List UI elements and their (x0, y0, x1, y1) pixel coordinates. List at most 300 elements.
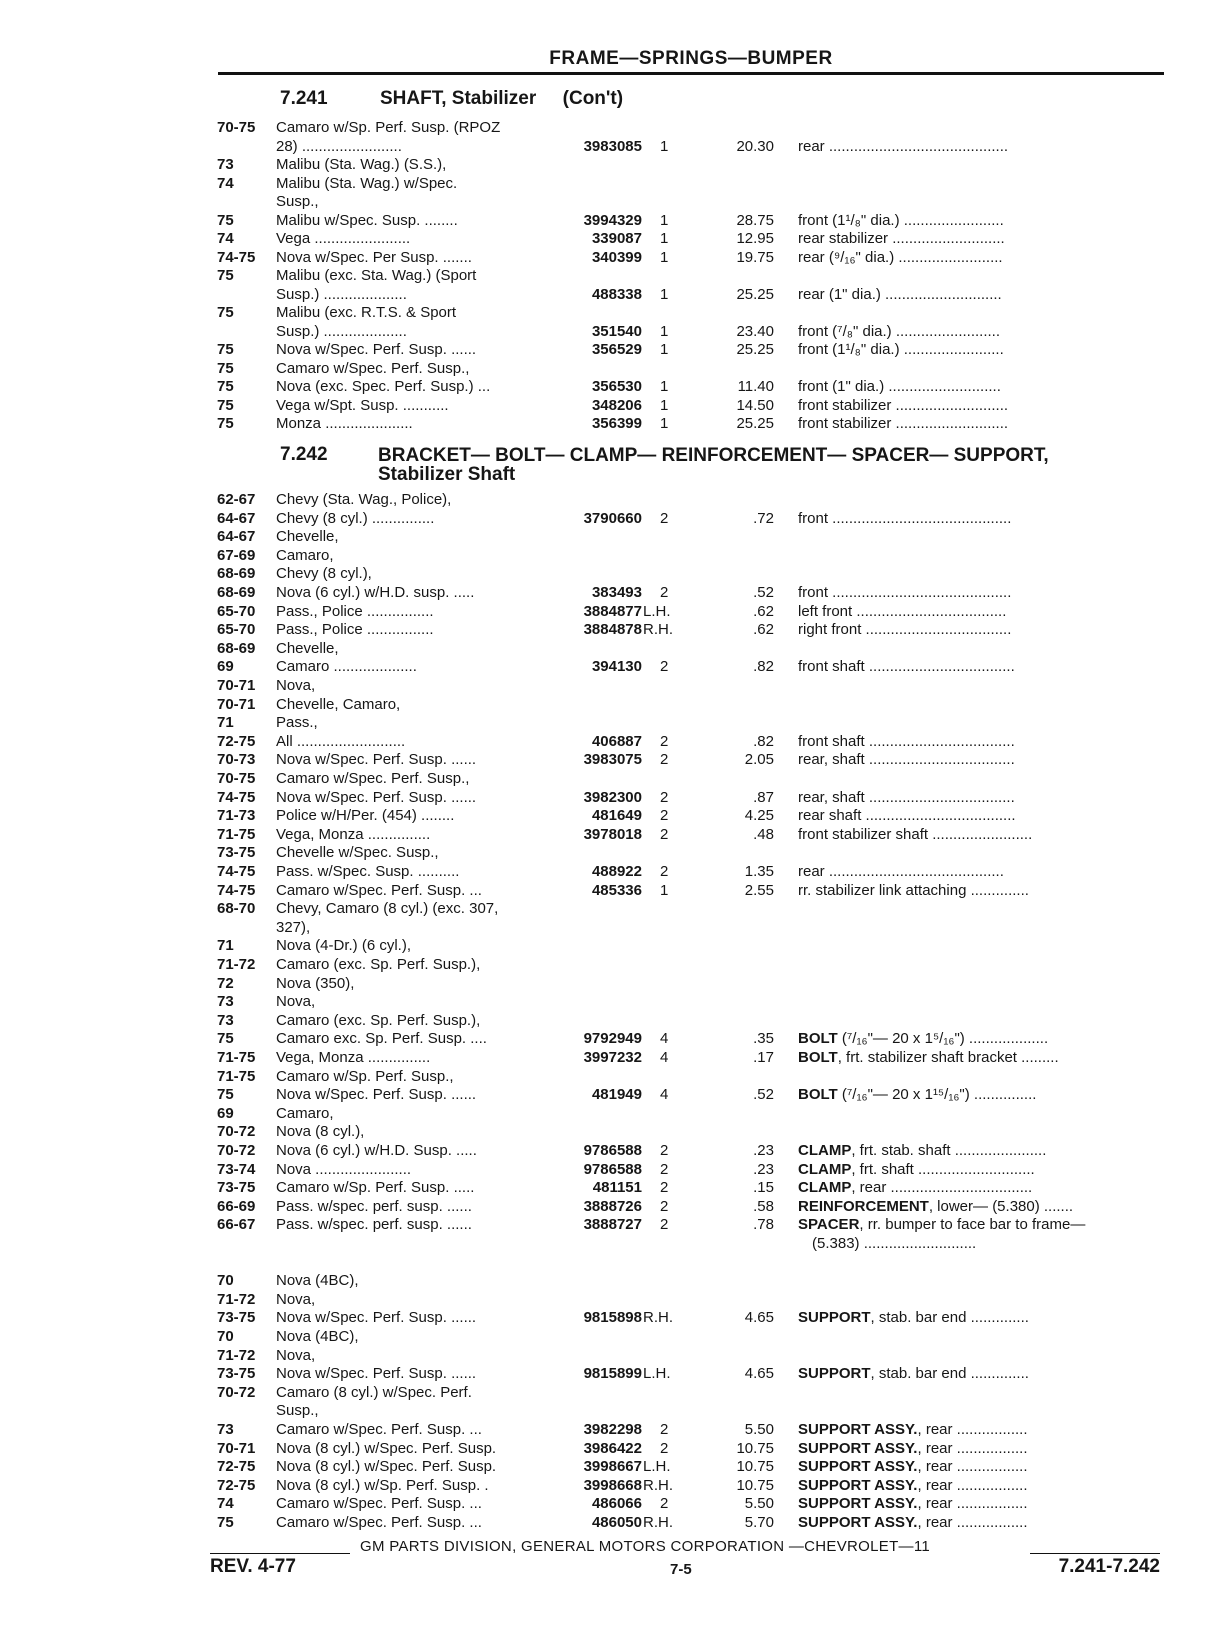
price: .35 (753, 1030, 774, 1048)
part-type-label: CLAMP (798, 1179, 852, 1197)
table-row (0, 1048, 1232, 1067)
model-years: 75 (217, 378, 234, 395)
application: Nova w/Spec. Perf. Susp. ...... (276, 1309, 477, 1327)
price: .48 (753, 825, 774, 843)
section-heading-7241 (280, 88, 623, 110)
table-row (0, 843, 1232, 862)
remarks (798, 1420, 1160, 1439)
application: Susp.) .................... (276, 322, 407, 340)
page-header (218, 48, 1164, 75)
table-row (0, 303, 1232, 322)
price: 10.75 (736, 1476, 774, 1494)
section-number: 7.241 (280, 88, 328, 109)
table-row (0, 1215, 1232, 1234)
quantity: 2 (660, 584, 669, 601)
price: .17 (753, 1049, 774, 1066)
price: 23.40 (736, 322, 774, 340)
table-row (0, 713, 1232, 732)
quantity: 1 (660, 211, 669, 229)
remarks (798, 583, 1160, 602)
remark-text: , frt. stab. shaft ...................... (851, 1142, 1047, 1159)
part-number: 340399 (591, 248, 642, 266)
quantity: 2 (660, 1160, 669, 1178)
table-row (0, 974, 1232, 993)
application: Camaro w/Spec. Perf. Susp. ... (276, 1421, 482, 1438)
remark-text: , frt. shaft ............................ (851, 1160, 1035, 1178)
table-row (0, 1457, 1232, 1476)
remark-text: front (1¹/₈" dia.) ........................ (798, 211, 1004, 229)
remarks (798, 137, 1160, 156)
application: 327), (276, 918, 311, 936)
table-row (0, 1364, 1232, 1383)
section-title: BRACKET— BOLT— CLAMP— REINFORCEMENT— SPACER— SUPPORT, (378, 445, 1049, 466)
application: Chevy (8 cyl.) ............... (276, 509, 435, 527)
table-row (0, 1513, 1232, 1532)
application: Nova, (276, 1346, 316, 1364)
table-row (0, 1327, 1232, 1346)
table-row (0, 1029, 1232, 1048)
remark-text: (⁷/₁₆"— 20 x 1¹⁵/₁₆") ............... (837, 1086, 1037, 1104)
table-row (0, 620, 1232, 639)
remark-text: (5.383) ........................... (812, 1235, 977, 1252)
price: 4.25 (744, 807, 774, 825)
application: Camaro (exc. Sp. Perf. Susp.), (276, 1011, 481, 1029)
application: Camaro w/Spec. Perf. Susp., (276, 359, 470, 377)
part-number: 3997232 (583, 1049, 642, 1066)
table-row (0, 490, 1232, 509)
model-years: 70-75 (217, 770, 256, 787)
quantity: 2 (660, 1142, 669, 1159)
application: Camaro w/Sp. Perf. Susp. ..... (276, 1179, 475, 1197)
part-type-label: SUPPORT (798, 1365, 871, 1383)
remark-text: rear .......................................... (798, 863, 1004, 880)
table-row (0, 285, 1232, 304)
application: Chevy (8 cyl.), (276, 565, 372, 583)
remarks (798, 414, 1160, 433)
model-years: 74 (217, 230, 234, 247)
model-years: 70-71 (217, 1439, 256, 1457)
table-row (0, 676, 1232, 695)
part-number: 486066 (591, 1495, 642, 1513)
quantity: 2 (660, 807, 669, 825)
price: 25.25 (736, 415, 774, 432)
table-row (0, 155, 1232, 174)
remarks (798, 229, 1160, 248)
application: Nova (6 cyl.) w/H.D. Susp. ..... (276, 1142, 477, 1159)
application: Camaro (8 cyl.) w/Spec. Perf. (276, 1383, 472, 1401)
application: Chevelle, Camaro, (276, 695, 401, 713)
table-row (0, 899, 1232, 918)
part-type-label: BOLT (798, 1049, 838, 1066)
part-type-label: REINFORCEMENT (798, 1197, 929, 1215)
model-years: 72-75 (217, 1476, 256, 1494)
remarks (798, 377, 1160, 396)
application: Camaro (exc. Sp. Perf. Susp.), (276, 956, 481, 973)
application: Chevelle, (276, 639, 339, 657)
model-years: 71-72 (217, 956, 256, 973)
model-years: 72-75 (217, 732, 256, 750)
model-years: 69 (217, 1104, 234, 1122)
remarks (798, 1439, 1160, 1458)
price: .52 (753, 584, 774, 601)
remarks (798, 1308, 1160, 1327)
model-years: 73 (217, 1421, 234, 1438)
part-number: 3982298 (583, 1421, 642, 1438)
application: Camaro w/Spec. Perf. Susp. ... (276, 1514, 482, 1531)
part-type-label: BOLT (798, 1030, 838, 1048)
table-row (0, 564, 1232, 583)
remarks (798, 1494, 1160, 1513)
part-number: 486050 (591, 1514, 642, 1531)
application: Vega, Monza ............... (276, 1049, 431, 1066)
application: Nova (4BC), (276, 1272, 359, 1290)
quantity: 2 (660, 509, 669, 527)
quantity: 4 (660, 1049, 669, 1066)
application: Susp.) .................... (276, 285, 407, 303)
application: 28) ........................ (276, 137, 402, 155)
application: Pass., (276, 714, 318, 732)
remarks (798, 788, 1160, 807)
quantity: 2 (660, 1421, 669, 1438)
application: Camaro w/Spec. Perf. Susp. ... (276, 881, 482, 899)
quantity: 1 (660, 341, 669, 358)
remark-text: right front ................................... (798, 621, 1012, 639)
model-years: 68-69 (217, 584, 256, 601)
model-years: 75 (217, 396, 234, 414)
price: .82 (753, 658, 774, 676)
part-number: 394130 (591, 658, 642, 676)
price: 2.05 (744, 751, 774, 769)
part-type-label: SUPPORT ASSY. (798, 1514, 918, 1531)
part-type-label: SUPPORT ASSY. (798, 1495, 918, 1513)
application: Pass., Police ................ (276, 602, 434, 620)
price: 4.65 (744, 1309, 774, 1327)
remarks (798, 1160, 1160, 1179)
model-years: 73 (217, 993, 234, 1011)
section-heading-7242 (280, 444, 380, 466)
remarks (798, 620, 1160, 639)
application: Nova w/Spec. Perf. Susp. ...... (276, 788, 477, 806)
price: .62 (753, 602, 774, 620)
section-subtitle: Stabilizer Shaft (378, 464, 516, 485)
table-row (0, 602, 1232, 621)
table-row (0, 1346, 1232, 1365)
part-number: 356529 (591, 341, 642, 358)
model-years: 64-67 (217, 509, 256, 527)
remarks (798, 1457, 1160, 1476)
quantity: L.H. (643, 1365, 671, 1383)
remarks (798, 1197, 1160, 1216)
quantity: 2 (660, 825, 669, 843)
remark-text: front shaft ................................... (798, 658, 1015, 676)
table-row (0, 918, 1232, 937)
remark-text: , rear ................. (917, 1421, 1028, 1438)
quantity: 2 (660, 751, 669, 769)
part-number: 356530 (591, 378, 642, 395)
model-years: 68-69 (217, 639, 256, 657)
price: 19.75 (736, 248, 774, 266)
model-years: 74-75 (217, 881, 256, 899)
part-number: 3884878 (583, 621, 642, 639)
model-years: 70-72 (217, 1123, 256, 1141)
remarks (798, 806, 1160, 825)
price: .82 (753, 732, 774, 750)
part-number: 3884877 (583, 602, 642, 620)
table-row (0, 936, 1232, 955)
remarks (798, 862, 1160, 881)
application: Camaro .................... (276, 658, 417, 676)
part-number: 348206 (591, 396, 642, 414)
price: .52 (753, 1086, 774, 1104)
remarks (798, 825, 1160, 844)
model-years: 67-69 (217, 546, 256, 564)
model-years: 66-69 (217, 1197, 256, 1215)
quantity: R.H. (643, 1476, 673, 1494)
quantity: L.H. (643, 1458, 671, 1476)
model-years: 75 (217, 341, 234, 358)
table-row (0, 546, 1232, 565)
application: Chevelle w/Spec. Susp., (276, 844, 439, 862)
price: 5.50 (744, 1495, 774, 1513)
application: Susp., (276, 193, 319, 210)
price: 28.75 (736, 211, 774, 229)
application: Nova (8 cyl.), (276, 1123, 365, 1141)
table-row (0, 211, 1232, 230)
price: 5.50 (744, 1421, 774, 1438)
section-continued: (Con't) (562, 88, 624, 109)
application: Nova w/Spec. Perf. Susp. ...... (276, 1086, 477, 1104)
remark-text: rear ........................................... (798, 137, 1009, 155)
model-years: 68-69 (217, 565, 256, 583)
remark-text: front stabilizer ........................... (798, 415, 1009, 432)
part-number: 383493 (591, 584, 642, 601)
part-type-label: SPACER (798, 1216, 860, 1234)
table-row (0, 1160, 1232, 1179)
part-type-label: BOLT (798, 1086, 838, 1104)
application: Malibu (Sta. Wag.) w/Spec. (276, 174, 458, 192)
model-years: 65-70 (217, 621, 256, 639)
application: Nova w/Spec. Perf. Susp. ...... (276, 341, 477, 358)
application: Nova, (276, 993, 316, 1011)
table-row (0, 992, 1232, 1011)
table-row (0, 1104, 1232, 1123)
table-row (0, 769, 1232, 788)
model-years: 73-74 (217, 1160, 256, 1178)
quantity: 4 (660, 1086, 669, 1104)
application: Nova w/Spec. Per Susp. ....... (276, 248, 472, 266)
model-years: 74-75 (217, 863, 256, 880)
part-number: 3888726 (583, 1197, 642, 1215)
part-number: 406887 (591, 732, 642, 750)
price: 10.75 (736, 1439, 774, 1457)
table-row (0, 1085, 1232, 1104)
table-row (0, 137, 1232, 156)
table-row (0, 1420, 1232, 1439)
quantity: 4 (660, 1030, 669, 1048)
remarks (798, 509, 1160, 528)
footer-rule (210, 1553, 350, 1554)
model-years: 70-71 (217, 695, 256, 713)
table-row (0, 248, 1232, 267)
model-years: 71-72 (217, 1290, 256, 1308)
remark-text: , rr. bumper to face bar to frame— (859, 1216, 1086, 1234)
table-row (0, 174, 1232, 193)
table-row (0, 414, 1232, 433)
model-years: 62-67 (217, 491, 256, 508)
application: Malibu (exc. Sta. Wag.) (Sport (276, 267, 477, 284)
model-years: 75 (217, 1086, 234, 1104)
remarks (798, 1234, 1174, 1253)
model-years: 71-72 (217, 1346, 256, 1364)
part-type-label: SUPPORT ASSY. (798, 1458, 918, 1476)
model-years: 75 (217, 267, 234, 284)
quantity: 1 (660, 378, 669, 395)
model-years: 73-75 (217, 1309, 256, 1327)
part-type-label: SUPPORT (798, 1309, 871, 1327)
table-row (0, 1122, 1232, 1141)
model-years: 73-75 (217, 1365, 256, 1383)
table-row (0, 266, 1232, 285)
application: All .......................... (276, 732, 406, 750)
application: Camaro w/Spec. Perf. Susp., (276, 770, 470, 787)
remark-text: , rear .................................. (851, 1179, 1033, 1197)
price: .72 (753, 509, 774, 527)
quantity: 1 (660, 285, 669, 303)
table-row (0, 340, 1232, 359)
table-row (0, 1141, 1232, 1160)
quantity: 2 (660, 1439, 669, 1457)
table-row (0, 377, 1232, 396)
table-row (0, 118, 1232, 137)
remark-text: , lower— (5.380) ....... (928, 1197, 1074, 1215)
part-number: 488338 (591, 285, 642, 303)
price: .58 (753, 1197, 774, 1215)
remark-text: , stab. bar end .............. (870, 1309, 1029, 1327)
page-title: FRAME—SPRINGS—BUMPER (549, 48, 833, 69)
table-row (0, 806, 1232, 825)
part-type-label: CLAMP (798, 1160, 852, 1178)
part-number: 3998668 (583, 1476, 642, 1494)
application: Nova (exc. Spec. Perf. Susp.) ... (276, 378, 491, 395)
remark-text: rear (⁹/₁₆" dia.) ......................... (798, 248, 1003, 266)
application: Nova (4BC), (276, 1328, 359, 1345)
price: .23 (753, 1142, 774, 1159)
model-years: 71 (217, 714, 234, 732)
remark-text: front stabilizer shaft ........................ (798, 825, 1033, 843)
part-number: 3998667 (583, 1458, 642, 1476)
application: Nova w/Spec. Perf. Susp. ...... (276, 1365, 477, 1383)
remark-text: rear (1" dia.) ............................ (798, 285, 1002, 303)
table-row (0, 695, 1232, 714)
model-years: 70-73 (217, 751, 256, 769)
table-row (0, 1253, 1232, 1272)
footer-publisher: GM PARTS DIVISION, GENERAL MOTORS CORPORATION —CHEVROLET—11 (360, 1538, 931, 1555)
table-row (0, 825, 1232, 844)
remarks (798, 396, 1160, 415)
price: .87 (753, 788, 774, 806)
table-row (0, 583, 1232, 602)
remarks (798, 1215, 1160, 1234)
model-years: 69 (217, 658, 234, 676)
model-years: 70-71 (217, 677, 256, 694)
part-number: 488922 (591, 863, 642, 880)
model-years: 71-75 (217, 1067, 256, 1085)
part-number: 485336 (591, 881, 642, 899)
price: 5.70 (744, 1514, 774, 1531)
remarks (798, 1364, 1160, 1383)
application: Camaro, (276, 1104, 334, 1122)
price: 4.65 (744, 1365, 774, 1383)
section-title: SHAFT, Stabilizer (380, 88, 537, 109)
price: 12.95 (736, 230, 774, 247)
quantity: 2 (660, 1179, 669, 1197)
table-row (0, 1178, 1232, 1197)
application: Chevy, Camaro (8 cyl.) (exc. 307, (276, 900, 499, 918)
price: 25.25 (736, 285, 774, 303)
application: Malibu (exc. R.T.S. & Sport (276, 304, 457, 321)
remark-text: rear, shaft ................................... (798, 751, 1015, 769)
model-years: 68-70 (217, 900, 256, 918)
table-row (0, 750, 1232, 769)
part-number: 351540 (591, 322, 642, 340)
application: Pass., Police ................ (276, 621, 434, 639)
table-row (0, 955, 1232, 974)
remark-text: , rear ................. (917, 1476, 1028, 1494)
remark-text: front (1" dia.) ........................... (798, 378, 1001, 395)
model-years: 74 (217, 1495, 234, 1513)
remark-text: front (⁷/₈" dia.) ......................... (798, 322, 1001, 340)
table-row (0, 1439, 1232, 1458)
quantity: R.H. (643, 1309, 673, 1327)
model-years: 71-73 (217, 807, 256, 825)
quantity: 1 (660, 137, 669, 155)
quantity: 2 (660, 658, 669, 676)
remarks (798, 732, 1160, 751)
application: Police w/H/Per. (454) ........ (276, 807, 455, 825)
model-years: 73 (217, 156, 234, 173)
part-number: 3994329 (583, 211, 642, 229)
quantity: L.H. (643, 602, 671, 620)
quantity: 2 (660, 788, 669, 806)
model-years: 65-70 (217, 602, 256, 620)
remarks (798, 750, 1160, 769)
remarks (798, 340, 1160, 359)
application: Malibu (Sta. Wag.) (S.S.), (276, 156, 447, 173)
part-number: 339087 (591, 230, 642, 247)
model-years: 71-75 (217, 1049, 256, 1066)
application: Pass. w/Spec. Susp. .......... (276, 863, 460, 880)
table-row (0, 1308, 1232, 1327)
quantity: 2 (660, 1216, 669, 1234)
remarks (798, 1141, 1160, 1160)
model-years: 64-67 (217, 528, 256, 546)
remarks (798, 1513, 1160, 1532)
remark-text: front ........................................... (798, 584, 1012, 601)
model-years: 70 (217, 1272, 234, 1290)
footer-rule (1030, 1553, 1160, 1554)
quantity: 2 (660, 1197, 669, 1215)
quantity: 1 (660, 322, 669, 340)
part-number: 481949 (591, 1086, 642, 1104)
remark-text: front ........................................... (798, 509, 1012, 527)
application: Camaro w/Spec. Perf. Susp. ... (276, 1495, 482, 1513)
part-number: 9815898 (583, 1309, 642, 1327)
model-years: 75 (217, 304, 234, 321)
remark-text: left front .................................... (798, 602, 1007, 620)
part-number: 9792949 (583, 1030, 642, 1048)
remark-text: rear shaft .................................... (798, 807, 1016, 825)
remarks (798, 657, 1160, 676)
